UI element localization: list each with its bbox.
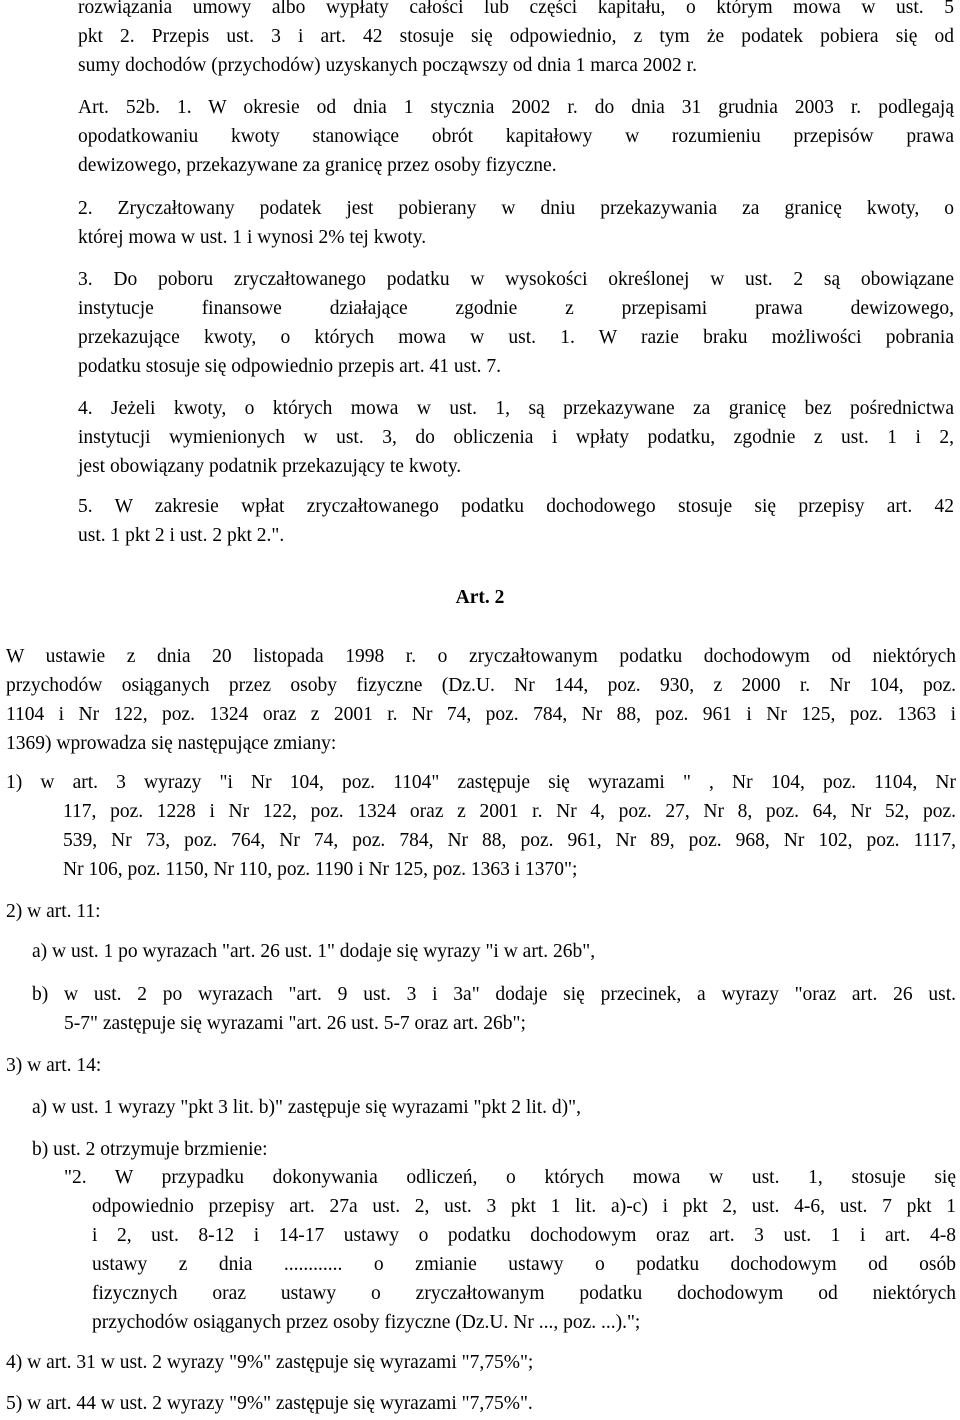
- paragraph-art-52b-2: [78, 194, 954, 252]
- text-line: Nr 106, poz. 1150, Nr 110, poz. 1190 i Nr 125, poz. 1363 i 1370";: [63, 859, 578, 880]
- text-line: 2) w art. 11:: [6, 901, 101, 922]
- text-line: i 2, ust. 8-12 i 14-17 ustawy o podatku dochodowym oraz art. 3 ust. 1 i art. 4-8: [92, 1225, 956, 1246]
- text-line: ustawy z dnia ............ o zmianie ustawy o podatku dochodowym od osób: [92, 1254, 956, 1275]
- quoted-provision: [64, 1163, 956, 1337]
- text-line: 1369) wprowadza się następujące zmiany:: [6, 733, 337, 754]
- text-line: 1) w art. 3 wyrazy "i Nr 104, poz. 1104" zastępuje się wyrazami " , Nr 104, poz. 1104, Nr: [6, 772, 956, 793]
- paragraph-continuation: [78, 0, 954, 80]
- list-item-2b: [32, 980, 956, 1038]
- paragraph-art-2-intro: [6, 642, 956, 758]
- article-heading: [0, 583, 960, 612]
- text-line: instytucje finansowe działające zgodnie z przepisami prawa dewizowego,: [78, 298, 954, 319]
- text-line: 4. Jeżeli kwoty, o których mowa w ust. 1, są przekazywane za granicę bez pośrednictwa: [78, 398, 954, 419]
- text-line: instytucji wymienionych w ust. 3, do obliczenia i wpłaty podatku, zgodnie z ust. 1 i 2,: [78, 427, 954, 448]
- text-line: rozwiązania umowy albo wypłaty całości lub części kapitału, o którym mowa w ust. 5: [78, 0, 954, 18]
- heading-text: Art. 2: [455, 587, 505, 608]
- paragraph-art-52b-4: [78, 394, 954, 481]
- paragraph-art-52b-3: [78, 265, 954, 381]
- text-line: b) w ust. 2 po wyrazach "art. 9 ust. 3 i 3a" dodaje się przecinek, a wyrazy "oraz art. 26 ust.: [32, 984, 956, 1005]
- text-line: podatku stosuje się odpowiednio przepis art. 41 ust. 7.: [78, 356, 501, 377]
- text-line: "2. W przypadku dokonywania odliczeń, o których mowa w ust. 1, stosuje się: [64, 1167, 956, 1188]
- text-line: której mowa w ust. 1 i wynosi 2% tej kwoty.: [78, 227, 427, 248]
- text-line: ust. 1 pkt 2 i ust. 2 pkt 2.".: [78, 525, 285, 546]
- text-line: fizycznych oraz ustawy o zryczałtowanym podatku dochodowym od niektórych: [92, 1283, 956, 1304]
- text-line: jest obowiązany podatnik przekazujący te kwoty.: [78, 456, 462, 477]
- list-item-3b: [32, 1135, 956, 1164]
- text-line: a) w ust. 1 po wyrazach "art. 26 ust. 1" dodaje się wyrazy "i w art. 26b",: [32, 941, 596, 962]
- text-line: Art. 52b. 1. W okresie od dnia 1 stycznia 2002 r. do dnia 31 grudnia 2003 r. podlegają: [78, 97, 954, 118]
- list-item-3a: [32, 1093, 956, 1122]
- paragraph-art-52b-5: [78, 492, 954, 550]
- text-line: 5-7" zastępuje się wyrazami "art. 26 ust. 5-7 oraz art. 26b";: [64, 1013, 526, 1034]
- text-line: przekazujące kwoty, o których mowa w ust. 1. W razie braku możliwości pobrania: [78, 327, 954, 348]
- text-line: pkt 2. Przepis ust. 3 i art. 42 stosuje się odpowiednio, z tym że podatek pobiera się od: [78, 26, 954, 47]
- text-line: a) w ust. 1 wyrazy "pkt 3 lit. b)" zastępuje się wyrazami "pkt 2 lit. d)",: [32, 1097, 581, 1118]
- text-line: 4) w art. 31 w ust. 2 wyrazy "9%" zastępuje się wyrazami "7,75%";: [6, 1352, 534, 1373]
- list-item-4: [6, 1348, 956, 1377]
- text-line: 5. W zakresie wpłat zryczałtowanego podatku dochodowego stosuje się przepisy art. 42: [78, 496, 954, 517]
- text-line: W ustawie z dnia 20 listopada 1998 r. o zryczałtowanym podatku dochodowym od niektórych: [6, 646, 956, 667]
- text-line: 3. Do poboru zryczałtowanego podatku w wysokości określonej w ust. 2 są obowiązane: [78, 269, 954, 290]
- text-line: przychodów osiąganych przez osoby fizyczne (Dz.U. Nr 144, poz. 930, z 2000 r. Nr 104, poz.: [6, 675, 956, 696]
- text-line: 2. Zryczałtowany podatek jest pobierany w dniu przekazywania za granicę kwoty, o: [78, 198, 954, 219]
- text-line: b) ust. 2 otrzymuje brzmienie:: [32, 1139, 268, 1160]
- text-line: 117, poz. 1228 i Nr 122, poz. 1324 oraz z 2001 r. Nr 4, poz. 27, Nr 8, poz. 64, Nr 52, poz.: [63, 801, 956, 822]
- list-item-2a: [32, 937, 956, 966]
- list-item-2: [6, 897, 956, 926]
- text-line: przychodów osiąganych przez osoby fizyczne (Dz.U. Nr ..., poz. ...).";: [92, 1312, 641, 1333]
- text-line: 5) w art. 44 w ust. 2 wyrazy "9%" zastępuje się wyrazami "7,75%".: [6, 1393, 533, 1414]
- text-line: 539, Nr 73, poz. 764, Nr 74, poz. 784, Nr 88, poz. 961, Nr 89, poz. 968, Nr 102, poz. 1117,: [63, 830, 956, 851]
- text-line: opodatkowaniu kwoty stanowiące obrót kapitałowy w rozumieniu przepisów prawa: [78, 126, 954, 147]
- text-line: odpowiednio przepisy art. 27a ust. 2, ust. 3 pkt 1 lit. a)-c) i pkt 2, ust. 4-6, ust. 7 pkt 1: [92, 1196, 956, 1217]
- text-line: 1104 i Nr 122, poz. 1324 oraz z 2001 r. Nr 74, poz. 784, Nr 88, poz. 961 i Nr 125, poz. 1363 i: [6, 704, 956, 725]
- list-item-1: [6, 768, 956, 884]
- list-item-5: [6, 1389, 956, 1418]
- text-line: 3) w art. 14:: [6, 1055, 102, 1076]
- paragraph-art-52b-1: [78, 93, 954, 180]
- text-line: dewizowego, przekazywane za granicę przez osoby fizyczne.: [78, 155, 557, 176]
- text-line: sumy dochodów (przychodów) uzyskanych począwszy od dnia 1 marca 2002 r.: [78, 55, 697, 76]
- list-item-3: [6, 1051, 956, 1080]
